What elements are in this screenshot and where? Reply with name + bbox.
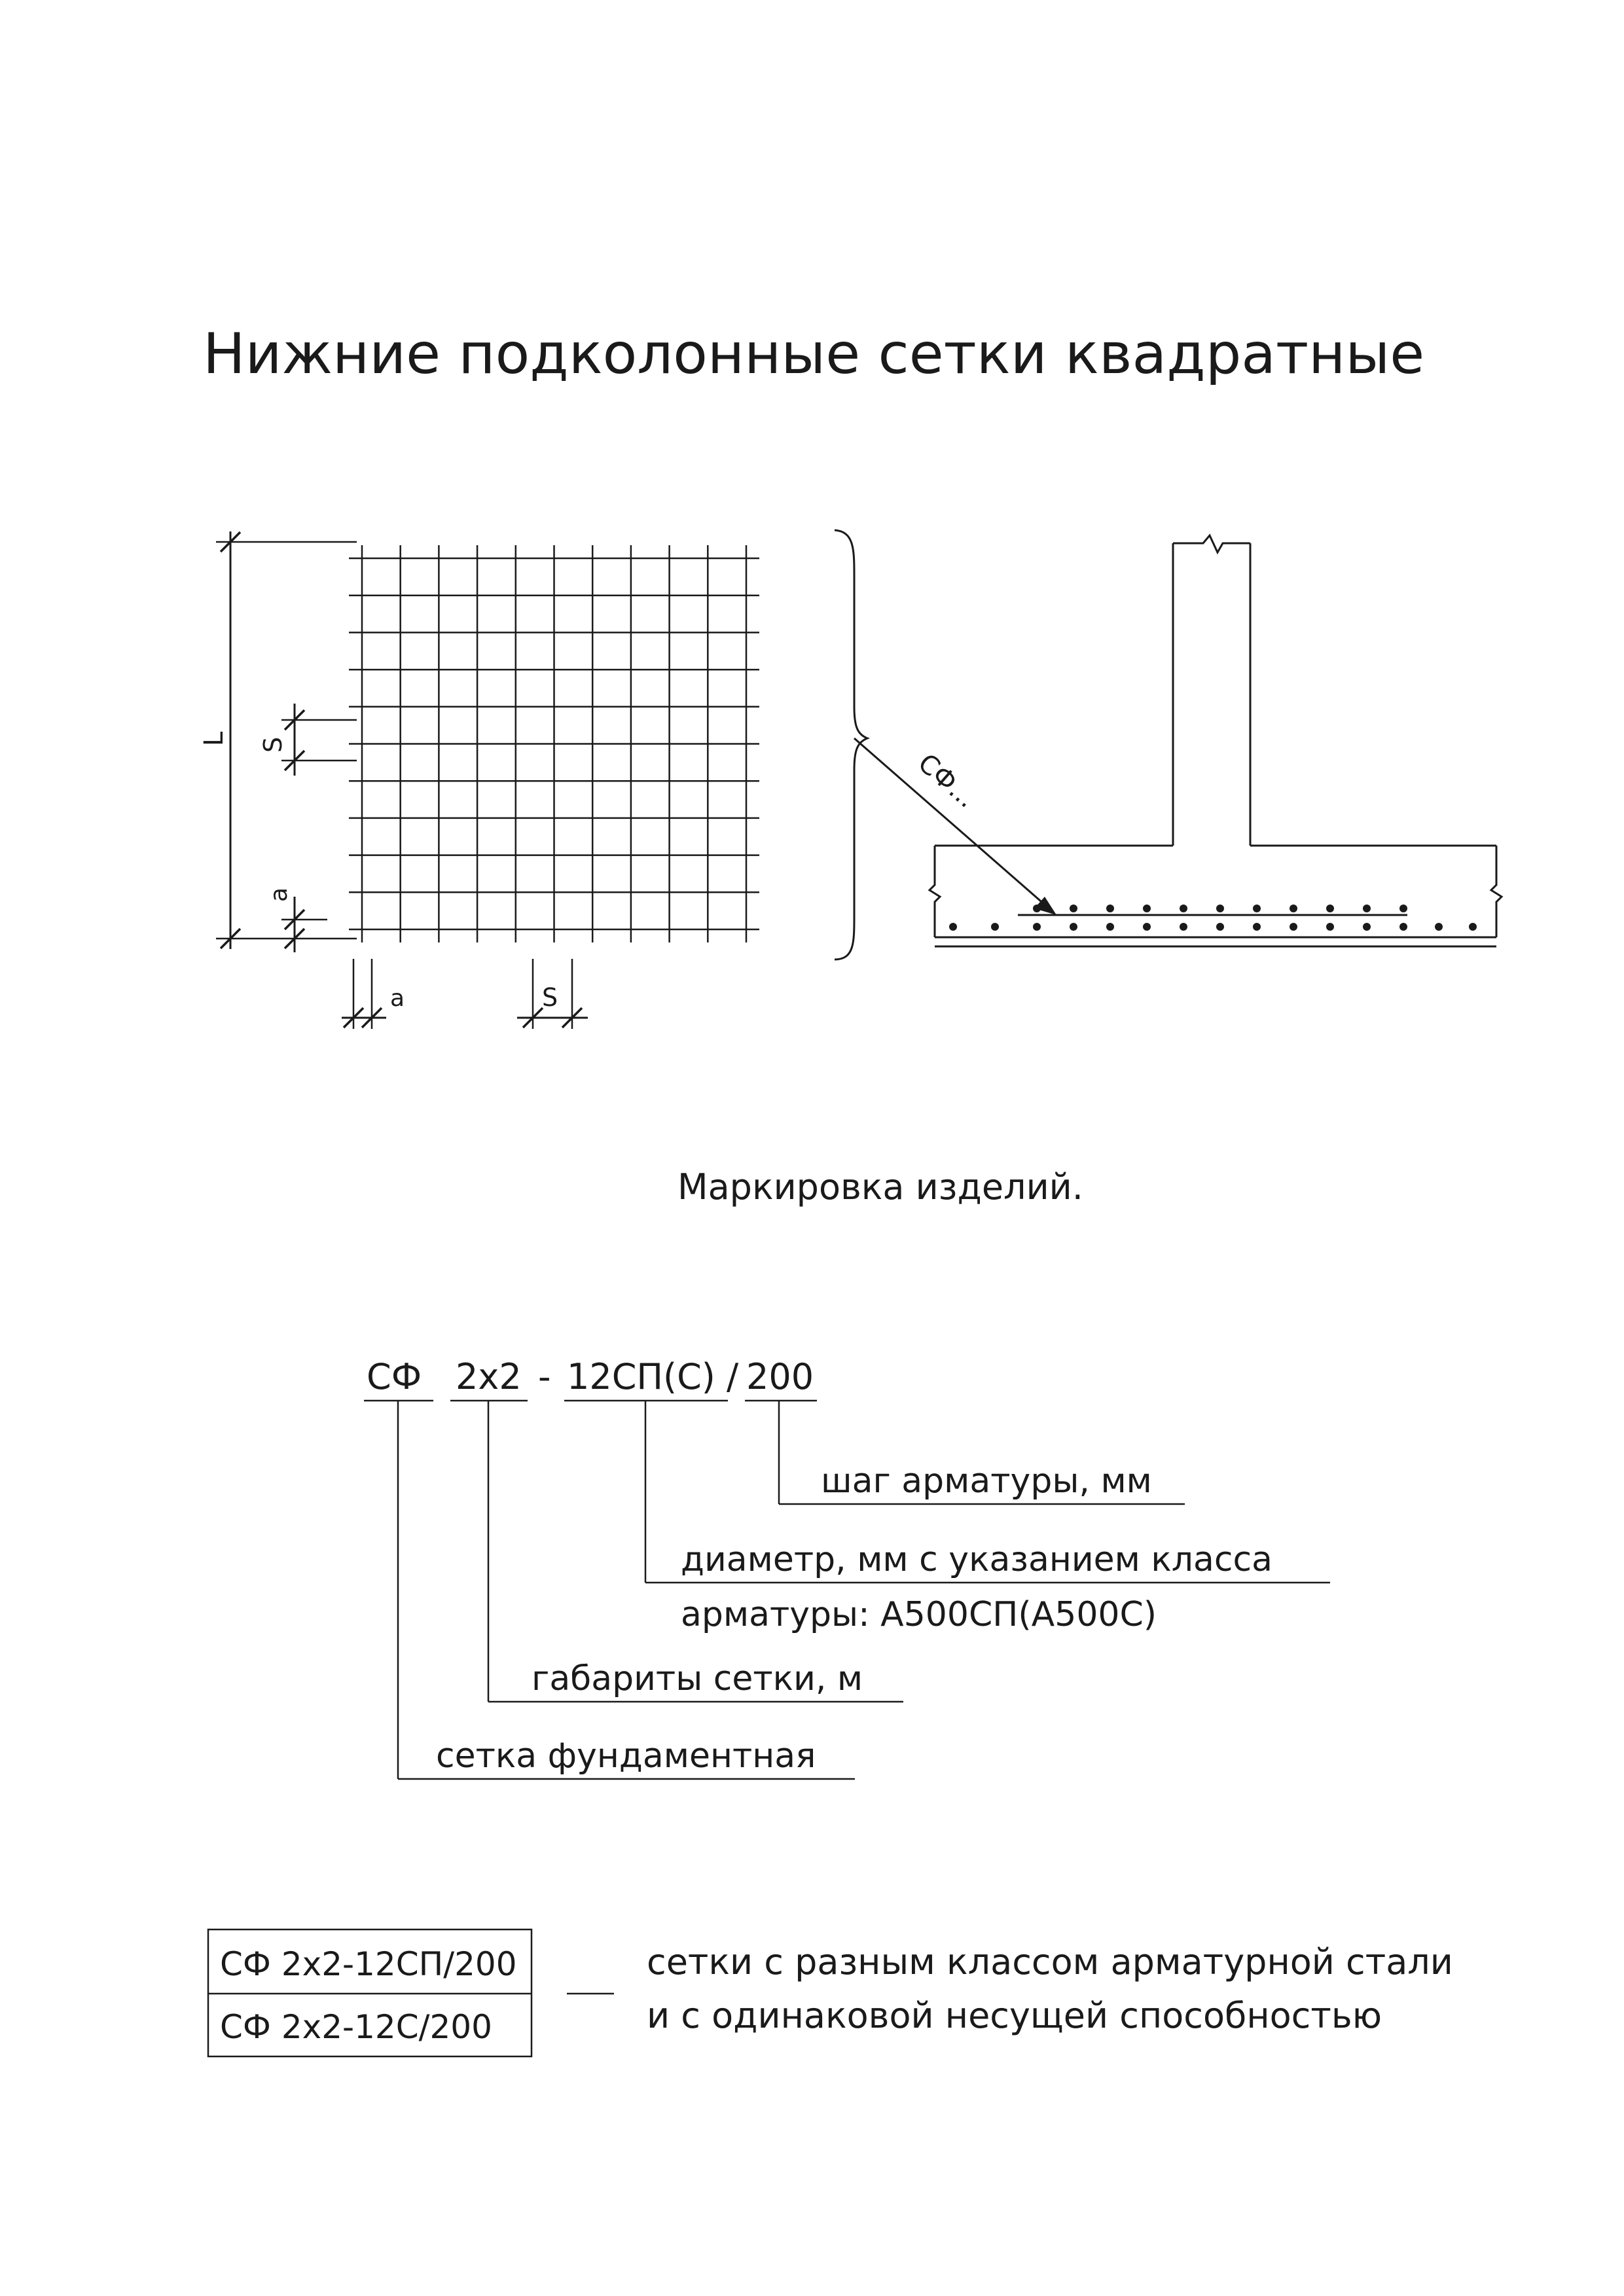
- rebar-dot: [1070, 905, 1077, 912]
- rebar-dot: [1033, 923, 1041, 931]
- rebar-dot: [1253, 923, 1261, 931]
- rebar-dots: [949, 905, 1477, 931]
- rebar-dot: [1399, 905, 1407, 912]
- rebar-dot: [1469, 923, 1477, 931]
- equivalents-table: [208, 1929, 1453, 2056]
- rebar-dot: [1216, 905, 1224, 912]
- rebar-dot: [1106, 905, 1114, 912]
- dim-label-S-vertical: S: [259, 736, 287, 753]
- mesh-plan: [199, 531, 759, 1029]
- rebar-dot: [1216, 923, 1224, 931]
- rebar-dot: [1363, 905, 1371, 912]
- table-row: СФ 2х2-12СП/200: [220, 1945, 517, 1983]
- footing-break-left: [929, 846, 940, 937]
- rebar-dot: [991, 923, 999, 931]
- dimension-a-vertical: [266, 888, 327, 952]
- rebar-dot: [1106, 923, 1114, 931]
- dimension-S-vertical: [259, 704, 357, 776]
- code-series: СФ: [367, 1356, 422, 1397]
- rebar-dot: [1363, 923, 1371, 931]
- rebar-dot: [1180, 905, 1187, 912]
- rebar-dot: [1143, 923, 1151, 931]
- rebar-dot: [1253, 905, 1261, 912]
- code-step: 200: [746, 1356, 814, 1397]
- dimension-S-horizontal: [517, 959, 588, 1029]
- footing-break-right: [1491, 846, 1502, 937]
- mesh-grid: [349, 545, 759, 942]
- legend-series: сетка фундаментная: [436, 1736, 816, 1776]
- equivalents-note-line2: и с одинаковой несущей способностью: [647, 1995, 1382, 2036]
- dim-label-L: L: [199, 731, 229, 746]
- mesh-leader: [854, 738, 1051, 910]
- rebar-dot: [1399, 923, 1407, 931]
- rebar-dot: [1290, 905, 1297, 912]
- code-slash: /: [727, 1356, 739, 1397]
- marking-code: [364, 1356, 1330, 1779]
- code-dash: -: [538, 1356, 551, 1397]
- code-size: 2х2: [456, 1356, 522, 1397]
- rebar-dot: [1143, 905, 1151, 912]
- rebar-dot: [1326, 905, 1334, 912]
- equivalents-note-line1: сетки с разным классом арматурной стали: [647, 1941, 1453, 1982]
- legend-diameter-line1: диаметр, мм с указанием класса: [681, 1540, 1272, 1579]
- column-break-line: [1173, 535, 1250, 552]
- rebar-dot: [1180, 923, 1187, 931]
- code-diameter-class: 12СП(С): [567, 1356, 715, 1397]
- rebar-dot: [1290, 923, 1297, 931]
- legend-size: габариты сетки, м: [532, 1659, 863, 1698]
- marking-heading: Маркировка изделий.: [677, 1166, 1083, 1208]
- legend-step: шаг арматуры, мм: [821, 1462, 1152, 1501]
- table-row: СФ 2х2-12С/200: [220, 2008, 492, 2046]
- dim-label-S-horizontal: S: [542, 983, 558, 1012]
- page-title: Нижние подколонные сетки квадратные: [203, 321, 1425, 387]
- mesh-callout: СФ...: [912, 747, 982, 814]
- footing-section: [835, 530, 1502, 960]
- dimension-a-horizontal: [342, 959, 405, 1029]
- rebar-dot: [1070, 923, 1077, 931]
- rebar-dot: [1326, 923, 1334, 931]
- dim-label-a-vertical: a: [266, 887, 293, 902]
- dim-label-a-horizontal: a: [390, 985, 405, 1012]
- legend-diameter-line2: арматуры: А500СП(А500С): [681, 1595, 1157, 1634]
- rebar-dot: [1435, 923, 1443, 931]
- rebar-dot: [949, 923, 957, 931]
